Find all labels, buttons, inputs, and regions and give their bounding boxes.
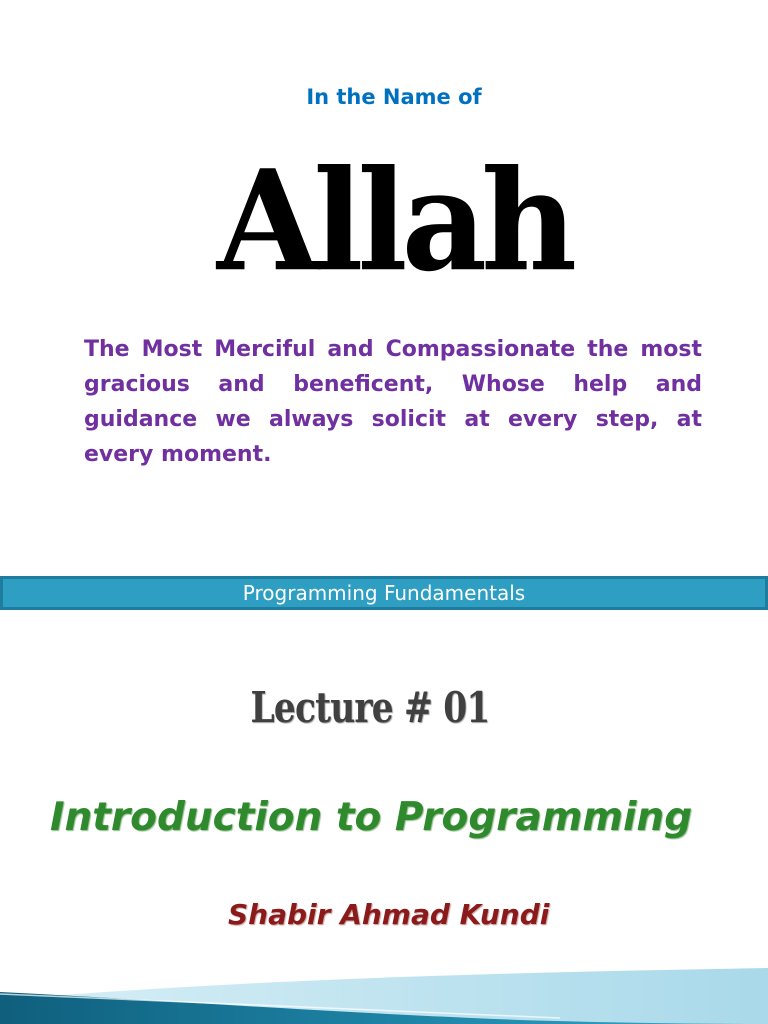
course-title-bar — [0, 576, 768, 610]
course-title: Programming Fundamentals — [242, 581, 526, 605]
lecture-topic: Introduction to Programming — [50, 795, 693, 840]
author-name: Shabir Ahmad Kundi — [228, 898, 550, 931]
bottom-wave-decoration — [0, 964, 768, 1024]
lecture-number: Lecture # 01 — [250, 683, 490, 732]
intro-line: In the Name of — [306, 85, 482, 109]
divine-name-title: Allah — [216, 140, 572, 303]
dedication-paragraph: The Most Merciful and Compassionate the most gracious and beneficent, Whose help and guidance we always solicit at every step, at every moment. — [84, 337, 702, 467]
